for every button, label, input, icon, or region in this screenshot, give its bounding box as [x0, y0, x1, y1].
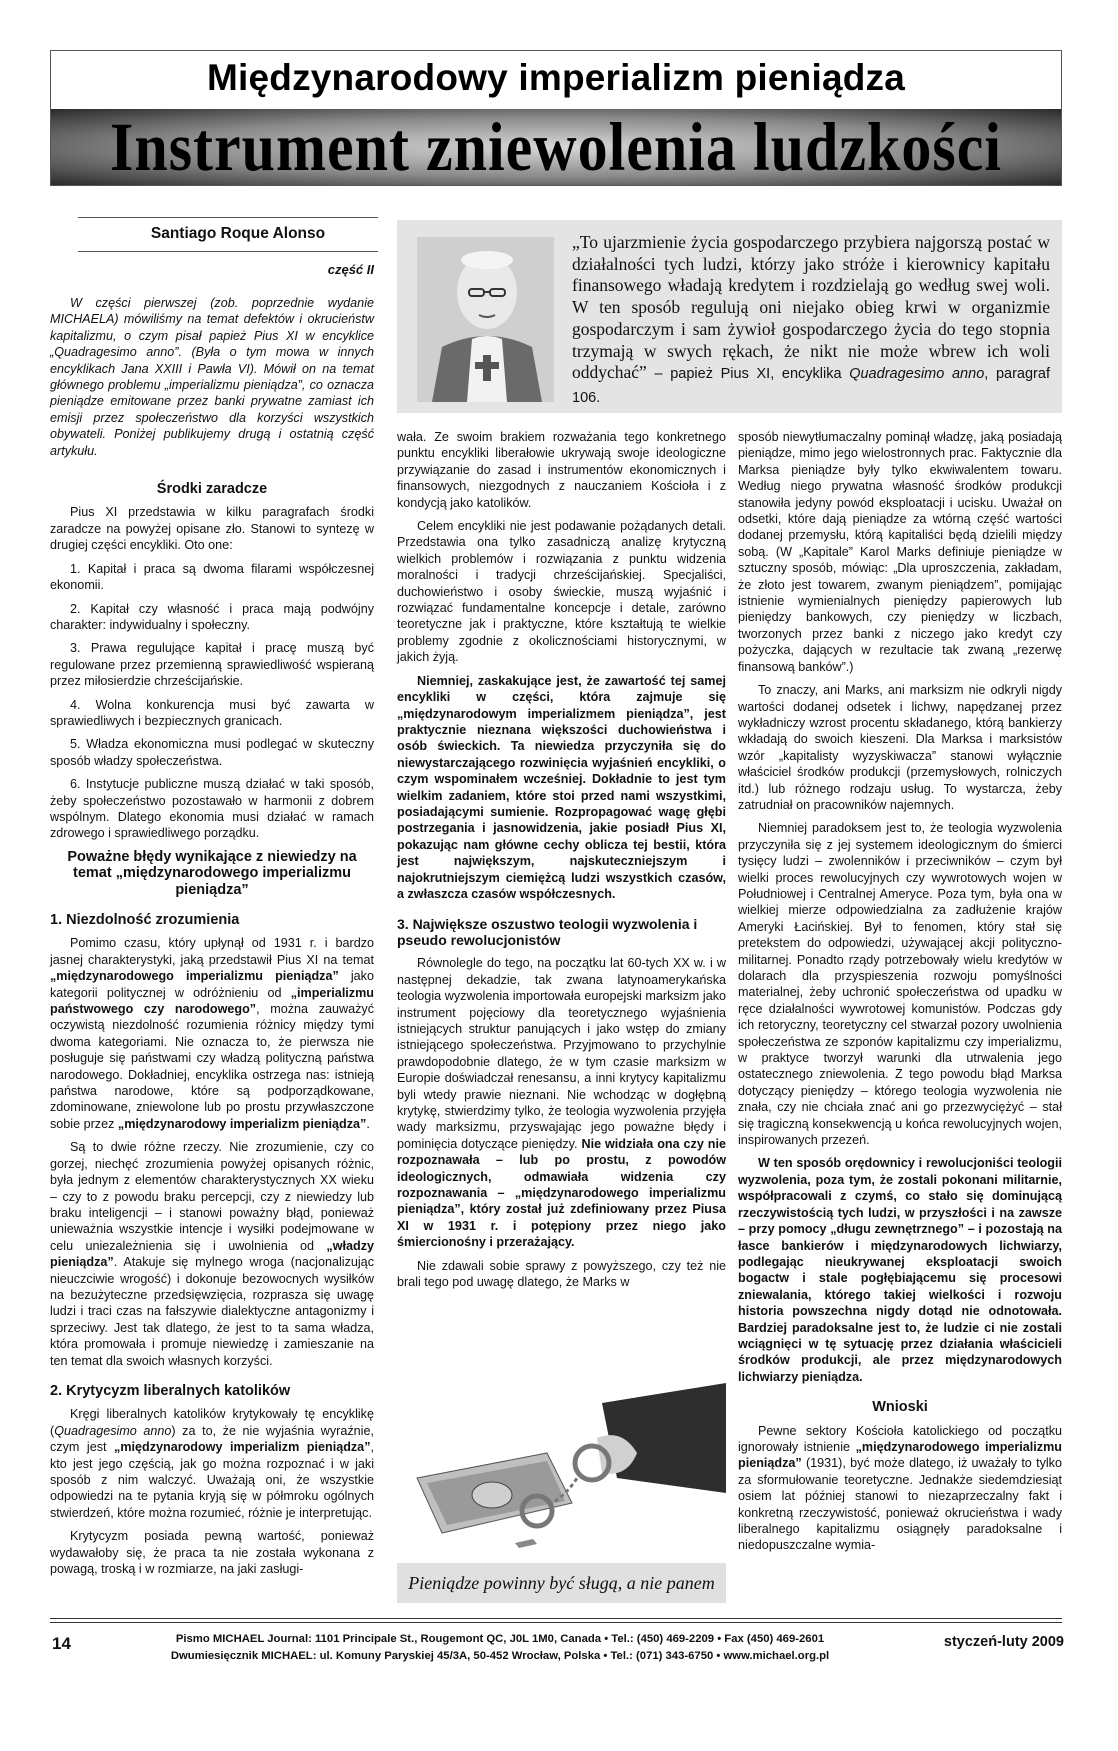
author-name: Santiago Roque Alonso	[150, 225, 326, 242]
middle-paragraph-5: Nie zdawali sobie sprawy z powyższego, czy też nie brali tego pod uwagę dlatego, że Marks w	[397, 1258, 726, 1290]
publisher-info	[130, 1631, 870, 1664]
handcuffed-money-illustration	[397, 1383, 726, 1603]
right-paragraph-5: Pewne sektory Kościoła katolickiego od początku ignorowały istnienie „międzynarodowego imperializmu pieniądza” (1931), być może dlatego, iż uważały to tylko za sformułowanie teoretyczne. Jednakże siedemdziesiąt osiem lat później stanowi to niezaprzeczalny fakt i konkretną rzeczywistość, ponieważ okrucieństwa i wady liberalnego kapitalizmu osiągnęły paradoksalne i niedopuszczalne wymia-	[738, 1423, 1062, 1553]
remedy-point: 4. Wolna konkurencja musi być zawarta w sprawiedliwych i bezpiecznych granicach.	[50, 697, 374, 728]
middle-paragraph-1: wała. Ze swoim brakiem rozważania tego konkretnego punktu encykliki liberałowie ukrywają swoje ideologiczne przywiązanie do zasad i instrumentów ekonomicznych i finansowych, niezgodnych z nauczaniem Kościoła i z kondycją jako katolików.	[397, 430, 726, 510]
article-subtitle: Instrument zniewolenia ludzkości	[109, 108, 1003, 185]
issue-date: styczeń-luty 2009	[943, 1634, 1064, 1650]
quote-box	[397, 220, 1062, 413]
remedy-point: 6. Instytucje publiczne muszą działać w taki sposób, żeby społeczeństwo pozostawało w harmonii z dobrem wspólnym. Dlatego ekonomia musi działać w ramach zdrowego i sprawiedliwego porządku.	[50, 777, 374, 841]
right-column	[738, 429, 1062, 1561]
author-rule-top	[78, 217, 378, 218]
money-handcuff-drawing	[397, 1383, 726, 1563]
sub1-paragraph-1: Pomimo czasu, który upłynął od 1931 r. i bardzo jasnej charakterystyki, jaką przedstawił Pius XI na temat „międzynarodowego imperializmu pieniądza” jako kategorii politycznej w odróżnieniu od „imperializmu państwowego czy narodowego”, można zauważyć oczywistą niezdolność rozumienia różnicy między tymi dwoma kategoriami. Nie oznacza to, że pierwsza nie posługuje się państwami czy władzą polityczną państwa narodowego. Dokładniej, encyklika ostrzega nas: istnieją państwa narodowe, które są podporządkowane, zdominowane, zniewolone lub po prostu przywłaszczone sobie przez „międzynarodowy imperializm pieniądza”.	[50, 936, 374, 1131]
left-column	[50, 295, 374, 1584]
portrait-illustration	[417, 237, 554, 402]
remedies-lead: Pius XI przedstawia w kilku paragrafach środki zaradcze na powyżej opisane zło. Stanowi to syntezę w drugiej części encykliki. Oto one:	[50, 505, 374, 553]
masthead	[50, 50, 1062, 186]
author-rule-bottom	[78, 251, 378, 252]
middle-paragraph-3: Niemniej, zaskakujące jest, że zawartość tej samej encykliki w części, która zajmuje się „międzynarodowym imperializmem pieniądza”, jest praktycznie nieznana większości duchowieństwa i osób świeckich. Ta niewiedza przyczyniła się do niewystarczającego rozwinięcia wyjaśnień encykliki, o czym wspominałem wcześniej. Dokładnie to jest tym wielkim zadaniem, które stoi przed nami wszystkimi, posiadającymi sumienie. Rozpropagować wagę głębi postrzegania i jasnowidzenia, jakie posiadł Pius XI, pokazując nam główne cechy oblicza tej bestii, która jest największym, najskuteczniejszym i najokrutniejszym ciemiężcą ludzi wszystkich czasów, a zwłaszcza czasów współczesnych.	[397, 673, 726, 901]
footer-rule-2	[50, 1622, 1062, 1623]
heading-remedies: Środki zaradcze	[156, 481, 268, 498]
publisher-line-canada: Pismo MICHAEL Journal: 1101 Principale St., Rougemont QC, J0L 1M0, Canada • Tel.: (450) 469-2209 • Fax (450) 469-2601	[175, 1633, 825, 1645]
illustration-caption: Pieniądze powinny być sługą, a nie panem	[397, 1563, 726, 1603]
article-subtitle-banner	[51, 109, 1061, 185]
heading-errors: Poważne błędy wynikające z niewiedzy na temat „międzynarodowego imperializmu pieniądza”	[67, 848, 357, 898]
heading-sub2: 2. Krytycyzm liberalnych katolików	[50, 1382, 291, 1399]
sub2-paragraph-2: Krytycyzm posiada pewną wartość, ponieważ wydawałoby się, że praca ta nie została wykonana z powagą, troską i w rozmiarze, na jaki zasługi-	[50, 1529, 374, 1577]
pope-portrait-image	[417, 237, 554, 402]
right-paragraph-1: sposób niewytłumaczalny pominął władzę, jaką posiadają pieniądze, mimo jego wielostronnych prac. Faktycznie dla Marksa pieniądze były tylko ekwiwalentem towaru. Według niego prywatna własność środków produkcji stanowiła jedyny powód eksploatacji i ucisku. Uważał on odsetki, które dają pieniądze za wtórną część wartości dodanej przemysłu, którą kapitaliści będą dzielili między sobą. (W „Kapitale” Karol Marks definiuje pieniądze w sztuczny sposób, mówiąc: „Dla uproszczenia, zakładam, że złoto jest towarem, zwanym pieniądzem”, pomijając istnienie wymienialnych pieniędzy papierowych lub pieniędzy bankowych, czy pieniędzy w liczbach, tworzonych przez banki z niczego jako kredyt czy pożyczka, dających w rezultacie tak zwaną „rezerwę finansową banków”.)	[738, 430, 1062, 674]
article-title: Międzynarodowy imperializm pieniądza	[206, 57, 906, 98]
heading-sub1: 1. Niezdolność zrozumienia	[50, 912, 240, 928]
part-label: część II	[327, 262, 374, 277]
quote-source: – papież Pius XI, encyklika Quadragesimo anno, paragraf 106.	[572, 366, 1050, 406]
right-paragraph-2: To znaczy, ani Marks, ani marksizm nie odkryli nigdy wartości dodanej odsetek i lichwy, napędzanej przez wykładniczy wzrost procentu składanego, którą bankierzy wkładają do swoich kieszeni. Dla Marksa i marksistów wzór „kapitalisty wyzyskiwacza” stanowi wyłącznie właściciel środków produkcji (przemysłowych, rolniczych itd.) lub różnego rodzaju usług. To wystarcza, żeby zatrudniał on pracowników najemnych.	[738, 683, 1062, 812]
heading-conclusions: Wnioski	[872, 1399, 928, 1416]
publisher-line-poland: Dwumiesięcznik MICHAEL: ul. Komuny Paryskiej 45/3A, 50-452 Wrocław, Polska • Tel.: (071) 343-6750 • www.michael.org.pl	[170, 1649, 830, 1662]
remedy-point: 2. Kapitał czy własność i praca mają podwójny charakter: indywidualny i społeczny.	[50, 601, 374, 632]
pius-quote: „To ujarzmienie życia gospodarczego przybiera najgorszą postać w działalności tych ludzi, którzy jako stróże i kierownicy kapitału finansowego władają kredytem i rozdzielają go według swej woli. W ten sposób regulują oni niejako obieg krwi w organizmie gospodarczym i sam żywioł gospodarczego życia do tego stopnia trzymają w swych rękach, że nikt nie może wbrew ich woli oddychać” – papież Pius XI, encyklika Quadragesimo anno, paragraf 106.	[572, 232, 1050, 406]
remedy-point: 3. Prawa regulujące kapitał i pracę muszą być regulowane przez przemienną sprawiedliwość wspieraną przez miłosierdzie chrześcijańskie.	[50, 641, 374, 689]
middle-column	[397, 429, 726, 1298]
sub2-paragraph-1: Kręgi liberalnych katolików krytykowały tę encyklikę (Quadragesimo anno) za to, że nie wyjaśnia wyraźnie, czym jest „międzynarodowy imperializm pieniądza”, kto jest jego częścią, jak go można rozpoznać i w jaki sposób z nim walczyć. Uważają oni, że wszystkie odpowiedzi na te pytania kryją się w półmroku ogólnych stwierdzeń, które można rozumieć, różnie je interpretując.	[50, 1407, 374, 1520]
right-paragraph-3: Niemniej paradoksem jest to, że teologia wyzwolenia przyczyniła się z jej systemem ideologicznym do śmierci tysięcy ludzi – zwolenników i przeciwników – czym był wielki proces rewolucyjnych czy wywrotowych wojen w Południowej i Centralnej Ameryce. Poza tym, była ona w wielkiej mierze odpowiedzialna za zadłużenie krajów Ameryki Łacińskiej. Był to fenomen, który stał się pretekstem do odpowiedzi, używającej akcji polityczno-militarnej. Ponadto rządy potrzebowały wielu kredytów w dolarach dla przyspieszenia rozwoju pomyślności materialnej, żeby uchronić społeczeństwa od upadku w ręce działalności wywrotowej komunistów. Podczas gdy ich retoryczny, teoretyczny cel stwarzał pozory uwolnienia społeczeństwa ze szponów kapitalizmu czy imperializmu, w praktyce tworzył warunki dla utrwalenia jego ostatecznego zniewolenia. Z tego powodu błąd Marksa dotyczący pieniędzy – którego teologia wyzwolenia nie znała, czy nie chciała znać ani go przezwyciężyć – stał się tragiczną konsekwencją u końca rewolucyjnych wojen, inspirowanych przezeń.	[738, 821, 1062, 1148]
heading-sub3: 3. Największe oszustwo teologii wyzwolenia i pseudo rewolucjonistów	[397, 916, 698, 949]
remedy-point: 1. Kapitał i praca są dwoma filarami współczesnej ekonomii.	[50, 561, 374, 593]
middle-paragraph-4: Równolegle do tego, na początku lat 60-tych XX w. i w następnej dekadzie, tak zwana latynoamerykańska teologia wyzwolenia importowała europejski marksizm jako instrument pojęciowy dla teoretycznego wyjaśnienia istniejących struktur panujących i jako wstęp do zmiany istniejącego społeczeństwa. Przyjmowano to przychylnie prawdopodobnie dlatego, że w tym czasie marksizm w Europie doświadczał renesansu, a inni krytycy kapitalizmu byli wtedy prawie nieznani. Nie wchodząc w dogłębną krytykę, stwierdzimy tylko, że teologia wyzwolenia przyjęła wady marksizmu, przyswajając jego poważne błędy i pominięcia dotyczące pieniędzy. Nie widziała ona czy nie rozpoznawała – lub po prostu, z powodów ideologicznych, odmawiała widzenia czy rozpoznawania – „międzynarodowego imperializmu pieniądza”, który został już zdefiniowany przez Piusa XI w 1931 r. i potępiony przez niego jako śmiercionośny i przerażający.	[397, 956, 726, 1250]
footer-rule-1	[50, 1618, 1062, 1619]
page-number: 14	[52, 1634, 71, 1653]
sub1-paragraph-2: Są to dwie różne rzeczy. Nie zrozumienie, czy co gorzej, niechęć zrozumienia powyżej opisanych różnic, była jednym z elementów charakterystycznych XX wieku – czy to z powodu braku percepcji, czy z niewiedzy lub braku inteligencji – i stanowi poważny błąd, ponieważ unieważnia wszystkie intencje i wysiłki podejmowane w celu uniezależnienia się i uwolnienia od „władzy pieniądza”. Atakuje się mylnego wroga (nacjonalizując nieuczciwie wrogość) i dokonuje bezowocnych wysiłków na bezużyteczne przedsięwzięcia, rozprasza się uwagę ludzi i traci czas na fałszywie dialektyczne antagonizmy i sprzeciwy. Jest tak dlatego, że jest to ta sama władza, która promowała i promuje niewiedzę i zamieszanie na ten temat dla swoich własnych korzyści.	[50, 1140, 374, 1368]
remedy-point: 5. Władza ekonomiczna musi podlegać w skuteczny sposób władzy społeczeństwa.	[50, 737, 374, 768]
intro-paragraph: W części pierwszej (zob. poprzednie wydanie MICHAELA) mówiliśmy na temat defektów i okrucieństw kapitalizmu, o czym pisał papież Pius XI w encyklice „Quadragesimo anno”. (Była o tym mowa w innych encyklikach Jana XXIII i Pawła VI). Mówił on na temat głównego problemu „imperializmu pieniądza”, co oznacza pieniądze emitowane przez banki prywatne zamiast ich emisji przez społeczeństwo dla korzyści wszystkich obywateli. Poniżej publikujemy drugą i ostatnią część artykułu.	[50, 296, 374, 458]
right-paragraph-4: W ten sposób orędownicy i rewolucjoniści teologii wyzwolenia, poza tym, że zostali pokonani militarnie, współpracowali z czymś, co stało się dominującą rzeczywistością tych ludzi, w przyszłości i na zawsze – przy pomocy „długu zewnętrznego” – i pozostają na łasce bankierów i międzynarodowych lichwiarzy, podlegając nieukrywanej eksploatacji swoich bogactw i stale pogłębiającemu się procesowi zniewalania, którego takiej wielkości i rozwoju historia powszechna nigdy dotąd nie odnotowała. Bardziej paradoksalne jest to, że ludzie ci nie zostali wciągnięci w tę sytuację przez działania właścicieli środków produkcji, ale przez międzynarodowych lichwiarzy pieniądza.	[738, 1156, 1062, 1384]
middle-paragraph-2: Celem encykliki nie jest podawanie pożądanych detali. Przedstawia ona tylko zasadniczą analizę krytyczną wielkich problemów i rozwiązania z punktu widzenia moralności i tradycji chrześcijańskiej. Specjaliści, duchowieństwo i osoby świeckie, muszą wyjaśnić i rozwiązać fundamentalne koncepcje i detale, zarówno teoretyczne jak i praktyczne, które kształtują te wielkie problemy zgodnie z okolicznościami historycznymi, w jakich żyją.	[397, 519, 726, 665]
